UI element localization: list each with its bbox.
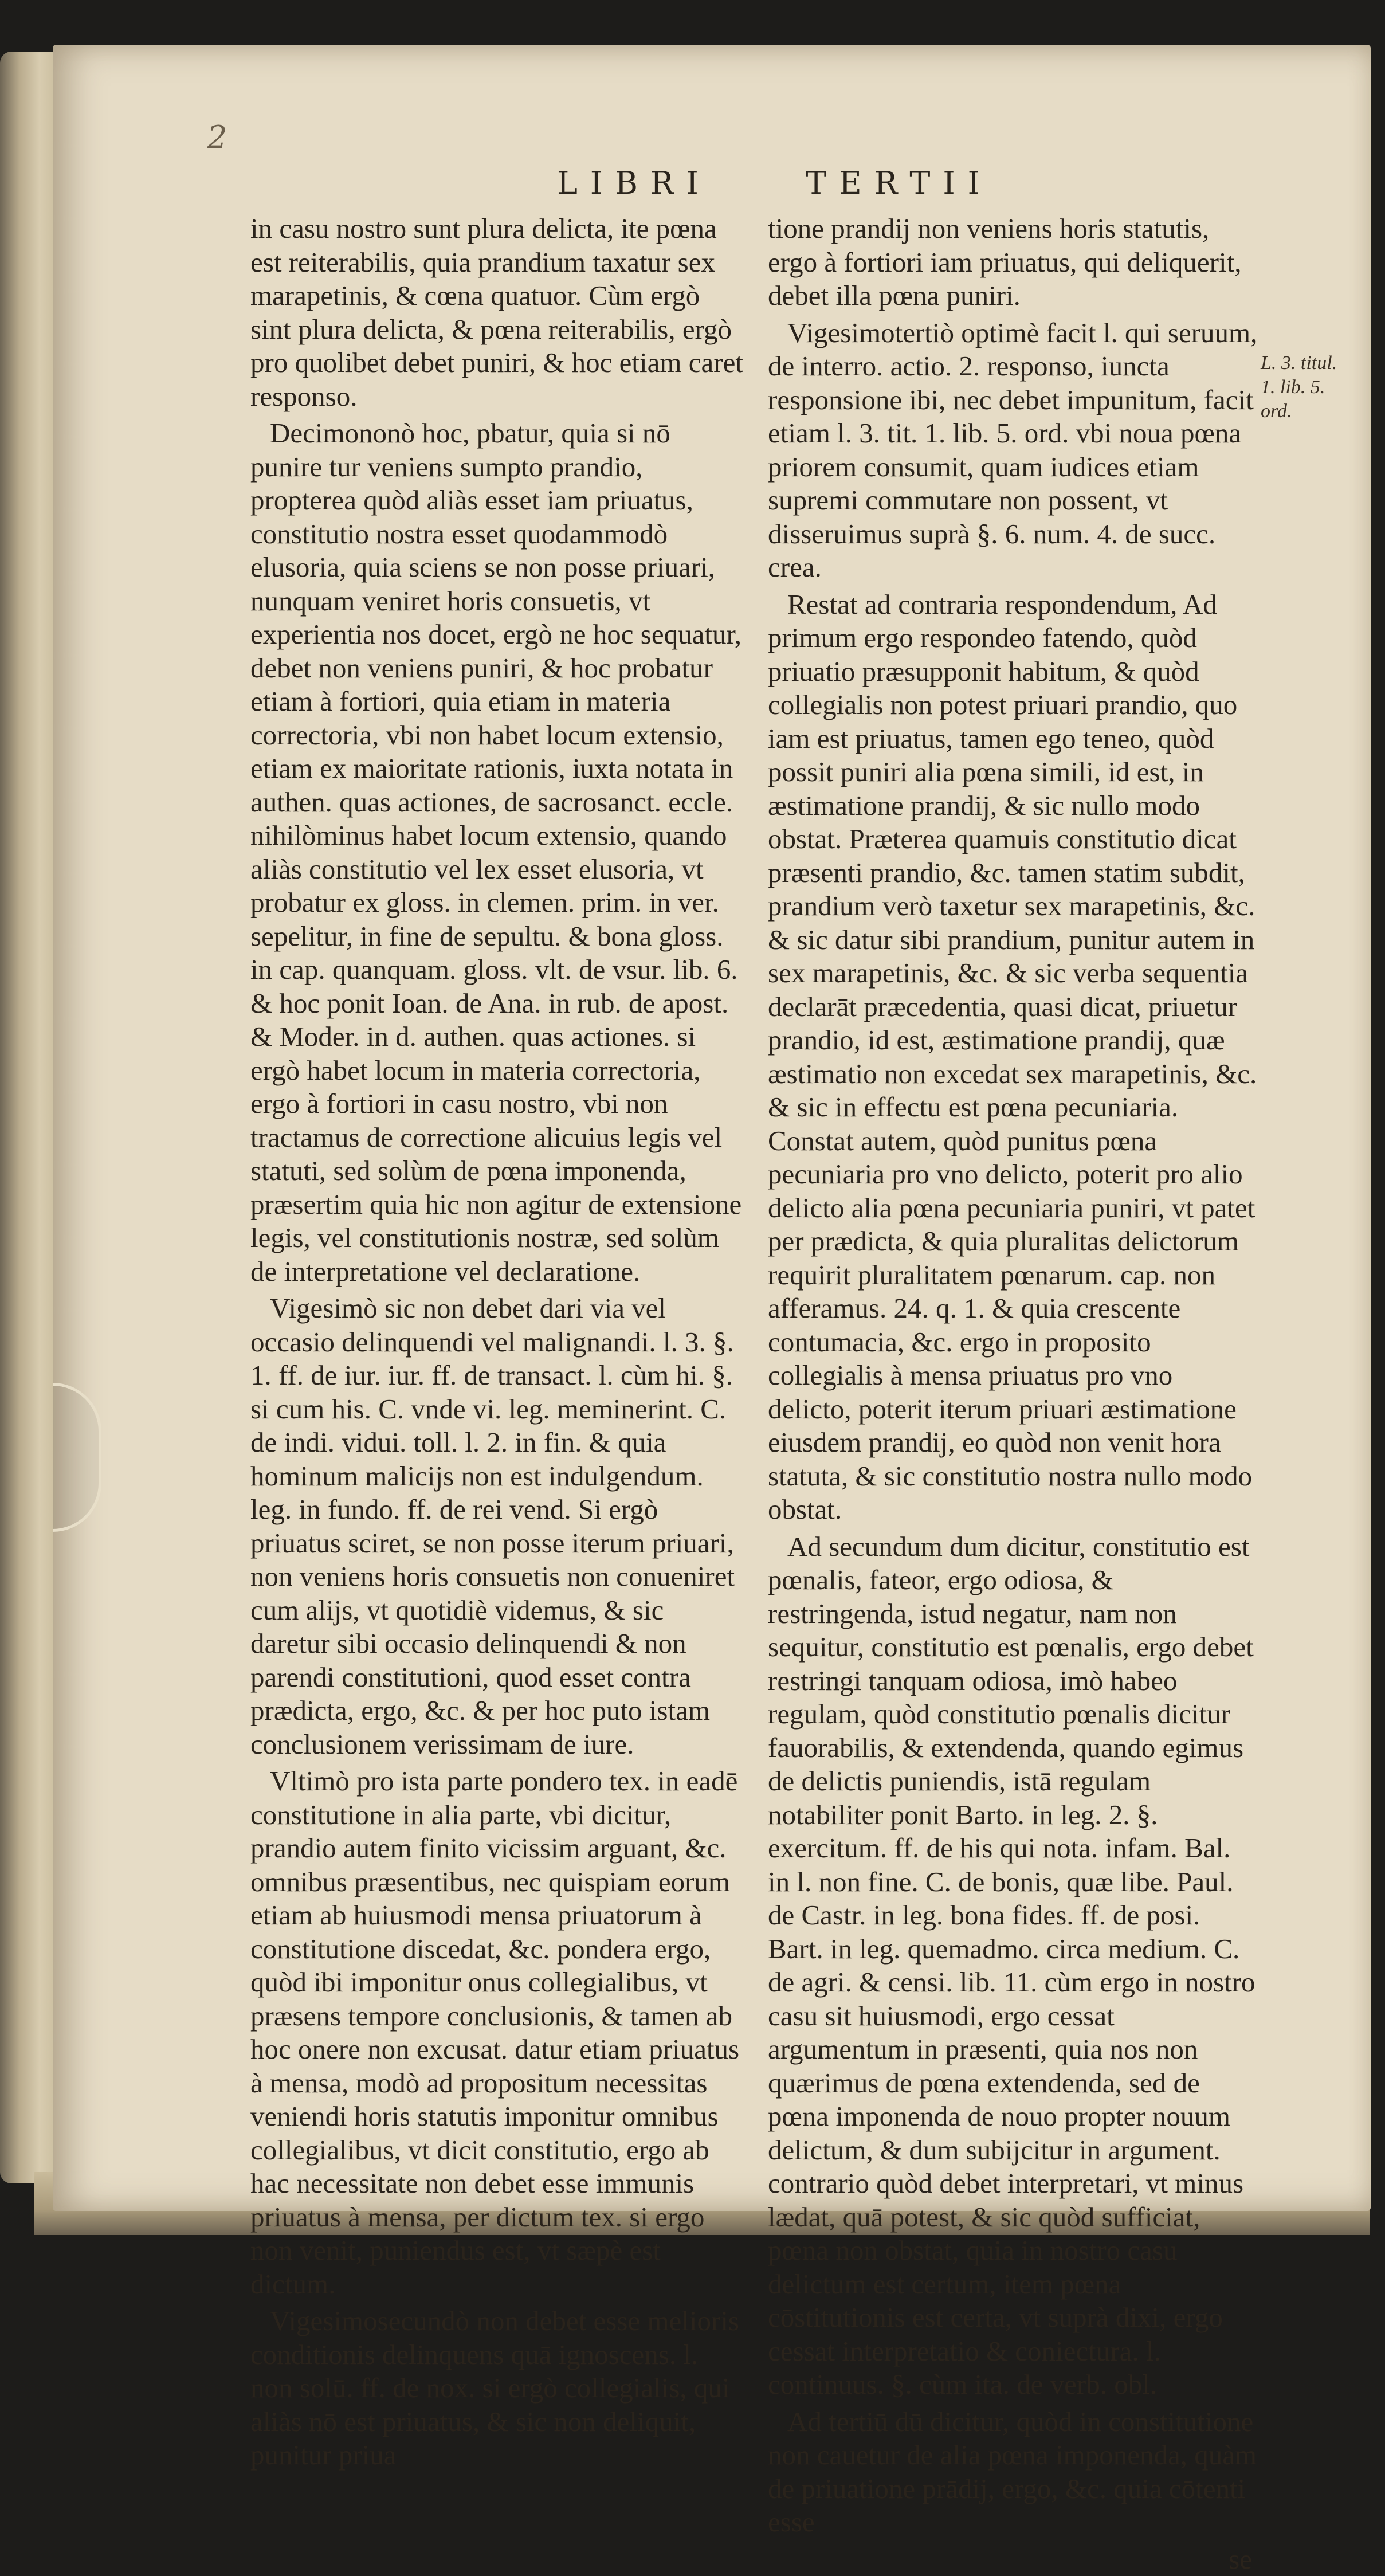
- paragraph: Vigesimò sic non debet dari via vel occasio delinquendi vel malignandi. l. 3. §. 1. ff. de iur. iur. ff. de transact. l. cùm hi. §. si cum his. C. vnde vi. leg. meminerint. C. de indi. vidui. toll. l. 2. in fin. & quia hominum malicijs non est indulgendum. leg. in fundo. ff. de rei vend. Si ergò priuatus sciret, se non posse iterum priuari, non veniens horis consuetis non conueniret cum alijs, vt quotidiè videmus, & sic daretur sibi occasio delinquendi & non parendi constitutioni, quod esset contra prædicta, ergo, &c. & per hoc puto istam conclusionem verissimam de iure.: [250, 1292, 743, 1761]
- paragraph: Vigesimosecundò non debet esse melioris conditionis delinquens quā ignoscens. l. non solū. ff. de nox. si ergò collegialis, qui aliàs nō est priuatus, & sic non deliquit, punitur priua: [250, 2304, 743, 2472]
- paragraph: Vigesimotertiò optimè facit l. qui seruum, de interro. actio. 2. responso, iuncta responsione ibi, nec debet impunitum, facit etiam l. 3. tit. 1. lib. 5. ord. vbi noua pœna priorem consumit, quam iudices etiam supremi commutare non possent, vt disseruimus suprà §. 6. num. 4. de succ. crea.: [768, 316, 1258, 585]
- page-number: 2: [207, 119, 227, 155]
- paragraph: tione prandij non veniens horis statutis, ergo à fortiori iam priuatus, qui deliquerit, debet illa pœna puniri.: [768, 212, 1258, 313]
- page-tab-marker: [53, 1383, 101, 1532]
- running-head: [557, 165, 992, 201]
- margin-note: L. 3. titul. 1. lib. 5. ord.: [1261, 351, 1352, 424]
- running-head-left: LIBRI: [557, 165, 711, 201]
- left-column: [250, 212, 743, 2476]
- catchword: se: [768, 2543, 1258, 2576]
- paragraph: Restat ad contraria respondendum, Ad primum ergo respondeo fatendo, quòd priuatio præsupponit habitum, & quòd collegialis non potest priuari prandio, quo iam est priuatus, tamen ego teneo, quòd possit puniri alia pœna simili, id est, in æstimatione prandij, & sic nullo modo obstat. Præterea quamuis constitutio dicat præsenti prandio, &c. tamen statim subdit, prandium verò taxetur sex marapetinis, &c. & sic datur sibi prandium, punitur autem in sex marapetinis, &c. & sic verba sequentia declarāt præcedentia, quasi dicat, priuetur prandio, id est, æstimatione prandij, quæ æstimatio non excedat sex marapetinis, &c. & sic in effectu est pœna pecuniaria. Constat autem, quòd punitus pœna pecuniaria pro vno delicto, poterit pro alio delicto alia pœna pecuniaria puniri, vt patet per prædicta, & quia pluralitas delictorum requirit pluralitatem pœnarum. cap. non afferamus. 24. q. 1. & quia crescente contumacia, &c. ergo in proposito collegialis à mensa priuatus pro vno delicto, poterit iterum priuari æstimatione eiusdem prandij, eo quòd non venit hora statuta, & sic constitutio nostra nullo modo obstat.: [768, 588, 1258, 1527]
- book-page: [53, 45, 1371, 2211]
- paragraph: Decimononò hoc, pbatur, quia si nō punire tur veniens sumpto prandio, propterea quòd aliàs esset iam priuatus, constitutio nostra esset quodammodò elusoria, quia sciens se non posse priuari, nunquam veniret horis consuetis, vt experientia nos docet, ergò ne hoc sequatur, debet non veniens puniri, & hoc probatur etiam à fortiori, quia etiam in materia correctoria, vbi non habet locum extensio, etiam ex maioritate rationis, iuxta notata in authen. quas actiones, de sacrosanct. eccle. nihilòminus habet locum extensio, quando aliàs constitutio vel lex esset elusoria, vt probatur ex gloss. in clemen. prim. in ver. sepelitur, in fine de sepultu. & bona gloss. in cap. quanquam. gloss. vlt. de vsur. lib. 6. & hoc ponit Ioan. de Ana. in rub. de apost. & Moder. in d. authen. quas actiones. si ergò habet locum in materia correctoria, ergo à fortiori in casu nostro, vbi non tractamus de correctione alicuius legis vel statuti, sed solùm de pœna imponenda, præsertim quia hic non agitur de extensione legis, vel constitutionis nostræ, sed solùm de interpretatione vel declaratione.: [250, 417, 743, 1288]
- right-column: [768, 212, 1258, 2576]
- paragraph: Ad secundum dum dicitur, constitutio est pœnalis, fateor, ergo odiosa, & restringenda, istud negatur, nam non sequitur, constitutio est pœnalis, ergo debet restringi tanquam odiosa, imò habeo regulam, quòd constitutio pœnalis dicitur fauorabilis, & extendenda, quando egimus de delictis puniendis, istā regulam notabiliter ponit Barto. in leg. 2. §. exercitum. ff. de his qui nota. infam. Bal. in l. non fine. C. de bonis, quæ libe. Paul. de Castr. in leg. bona fides. ff. de posi. Bart. in leg. quemadmo. circa medium. C. de agri. & censi. lib. 11. cùm ergo in nostro casu sit huiusmodi, ergo cessat argumentum in præsenti, quia nos non quærimus de pœna extendenda, sed de pœna imponenda de nouo propter nouum delictum, & dum subijcitur in argument. contrario quòd debet interpretari, vt minus lædat, quā potest, & sic quòd sufficiat, pœna non obstat, quia in nostro casu delictum est certum, item pœna cōstitutionis est certa, vt suprà dixi, ergo cessat interpretatio & coniectura. l. continuus. §. cùm ita. de verb. obl.: [768, 1530, 1258, 2402]
- running-head-right: TERTII: [806, 165, 992, 201]
- paragraph: in casu nostro sunt plura delicta, ite pœna est reiterabilis, quia prandium taxatur sex marapetinis, & cœna quatuor. Cùm ergò sint plura delicta, & pœna reiterabilis, ergò pro quolibet debet puniri, & hoc etiam caret responso.: [250, 212, 743, 413]
- paragraph: Ad tertiū dū dicitur, quòd in constitutione non cauetur de alia pœna imponenda, quàm de priuatione prādij, ergo, &c. quia cōtenti esse: [768, 2405, 1258, 2539]
- paragraph: Vltimò pro ista parte pondero tex. in eadē constitutione in alia parte, vbi dicitur, prandio autem finito vicissim arguant, &c. omnibus præsentibus, nec quispiam eorum etiam ab huiusmodi mensa priuatorum à constitutione discedat, &c. pondera ergo, quòd ibi imponitur onus collegialibus, vt præsens tempore conclusionis, & tamen ab hoc onere non excusat. datur etiam priuatus à mensa, modò ad propositum necessitas veniendi horis statutis imponitur omnibus collegialibus, vt dicit constitutio, ergo ab hac necessitate non debet esse immunis priuatus à mensa, per dictum tex. si ergo non venit, puniendus est, vt sæpè est dictum.: [250, 1765, 743, 2301]
